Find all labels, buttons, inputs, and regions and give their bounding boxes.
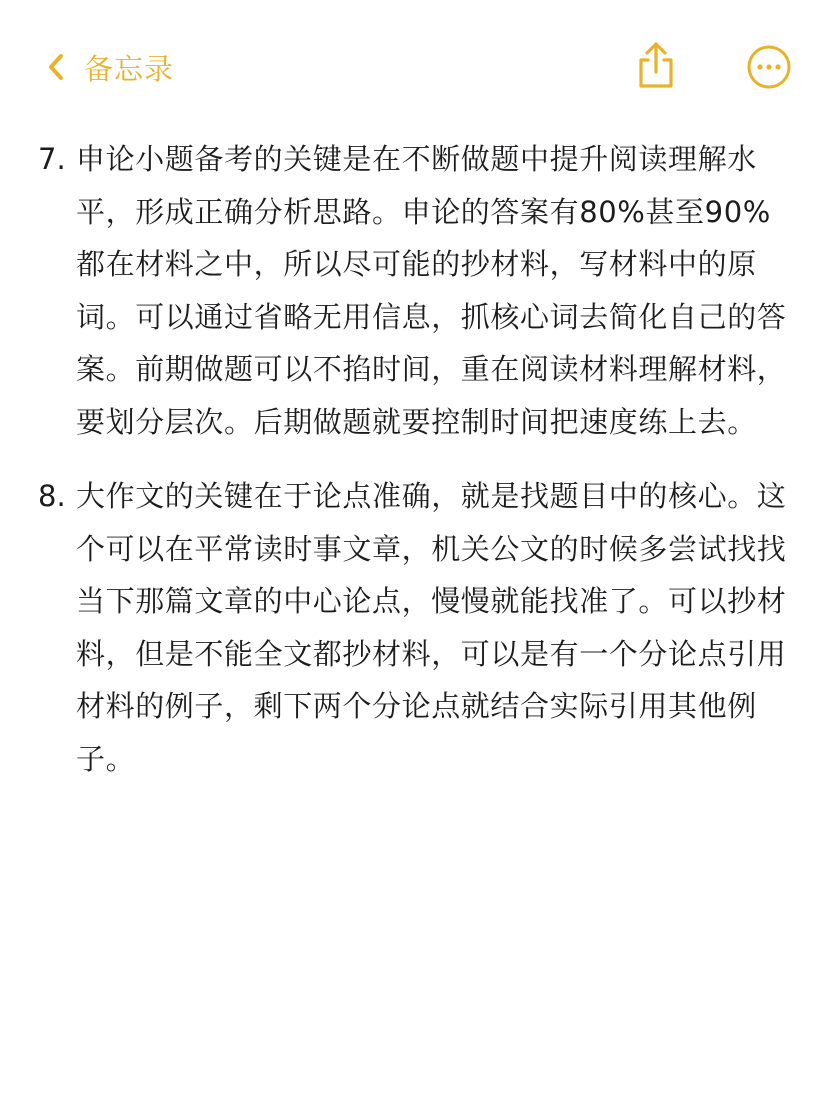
list-item-number: 7. — [38, 142, 66, 176]
navigation-bar — [0, 0, 831, 130]
list-item-text: 申论小题备考的关键是在不断做题中提升阅读理解水平，形成正确分析思路。申论的答案有80%甚至90%都在材料之中，所以尽可能的抄材料，写材料中的原词。可以通过省略无用信息，抓核心词去简化自己的答案。前期做题可以不掐时间，重在阅读材料理解材料，要划分层次。后期做题就要控制时间把速度练上去。 — [76, 142, 787, 439]
note-body[interactable] — [38, 133, 798, 807]
share-icon — [634, 75, 678, 94]
ellipsis-circle-icon — [746, 75, 792, 94]
more-button[interactable] — [746, 44, 792, 90]
list-item — [38, 470, 798, 785]
share-button[interactable] — [634, 40, 678, 90]
back-button[interactable] — [46, 44, 174, 90]
chevron-left-icon — [46, 52, 66, 82]
numbered-list — [38, 133, 798, 785]
list-item — [38, 133, 798, 448]
list-item-number: 8. — [38, 479, 66, 513]
back-label: 备忘录 — [84, 51, 175, 86]
list-item-text: 大作文的关键在于论点准确，就是找题目中的核心。这个可以在平常读时事文章，机关公文的时候多尝试找找当下那篇文章的中心论点，慢慢就能找准了。可以抄材料，但是不能全文都抄材料，可以是有一个分论点引用材料的例子，剩下两个分论点就结合实际引用其他例子。 — [76, 479, 787, 776]
